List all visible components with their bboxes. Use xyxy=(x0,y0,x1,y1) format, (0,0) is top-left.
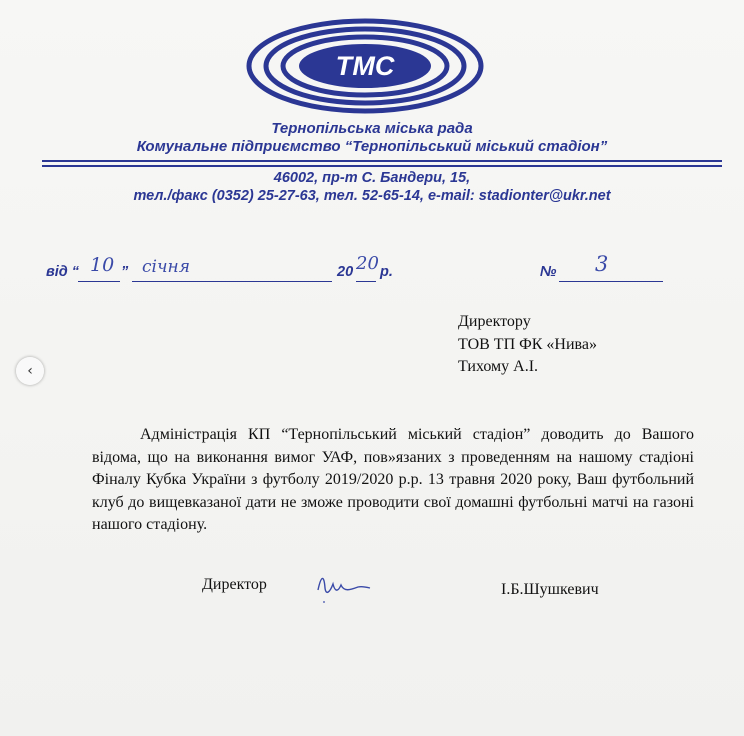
number-line xyxy=(559,281,663,282)
handwritten-year: 20 xyxy=(356,253,379,274)
handwritten-number: 3 xyxy=(595,252,609,276)
address-line: 46002, пр-т С. Бандери, 15, xyxy=(273,170,471,186)
addressee-block xyxy=(458,311,597,379)
addressee-name: Тихому А.І. xyxy=(458,358,539,375)
year-unit: р. xyxy=(380,264,393,280)
month-line xyxy=(132,281,332,282)
handwritten-day: 10 xyxy=(90,254,115,276)
previous-image-button[interactable] xyxy=(16,357,44,385)
logo-text: ТМС xyxy=(335,51,395,81)
header-rule-bottom xyxy=(42,165,722,167)
contacts-line: тел./факс (0352) 25-27-63, тел. 52-65-14, e-mail: stadionter@ukr.net xyxy=(133,188,611,204)
handwritten-month: січня xyxy=(142,257,190,277)
number-label: № xyxy=(540,264,557,280)
council-name: Тернопільська міська рада xyxy=(271,120,473,137)
enterprise-name: Комунальне підприємство “Тернопільський міський стадіон” xyxy=(136,138,608,155)
header-rule-top xyxy=(42,160,722,162)
year-line xyxy=(356,281,376,282)
letter-body: Адміністрація КП “Тернопільський міський стадіон” доводить до Вашого відома, що на виконання вимог УАФ, пов»язаних з проведенням на нашому стадіоні Фіналу Кубка України з футболу 2019/2020 р.р. 13 травня 2020 року, Ваш футбольний клуб до вищевказаної дати не зможе проводити свої домашні футбольні матчі на газоні нашого стадіону. xyxy=(92,426,694,533)
day-line xyxy=(78,281,120,282)
tms-logo xyxy=(246,18,484,114)
signatory-name: І.Б.Шушкевич xyxy=(501,581,599,598)
addressee-title: Директору xyxy=(458,313,531,330)
addressee-company: ТОВ ТП ФК «Нива» xyxy=(458,335,597,353)
signatory-title: Директор xyxy=(202,576,267,593)
chevron-left-icon: ‹ xyxy=(27,363,33,379)
day-close-quote: ” xyxy=(121,264,129,280)
year-prefix: 20 xyxy=(337,264,354,280)
signature-scribble xyxy=(314,570,376,606)
date-prefix: від “ xyxy=(46,264,80,280)
